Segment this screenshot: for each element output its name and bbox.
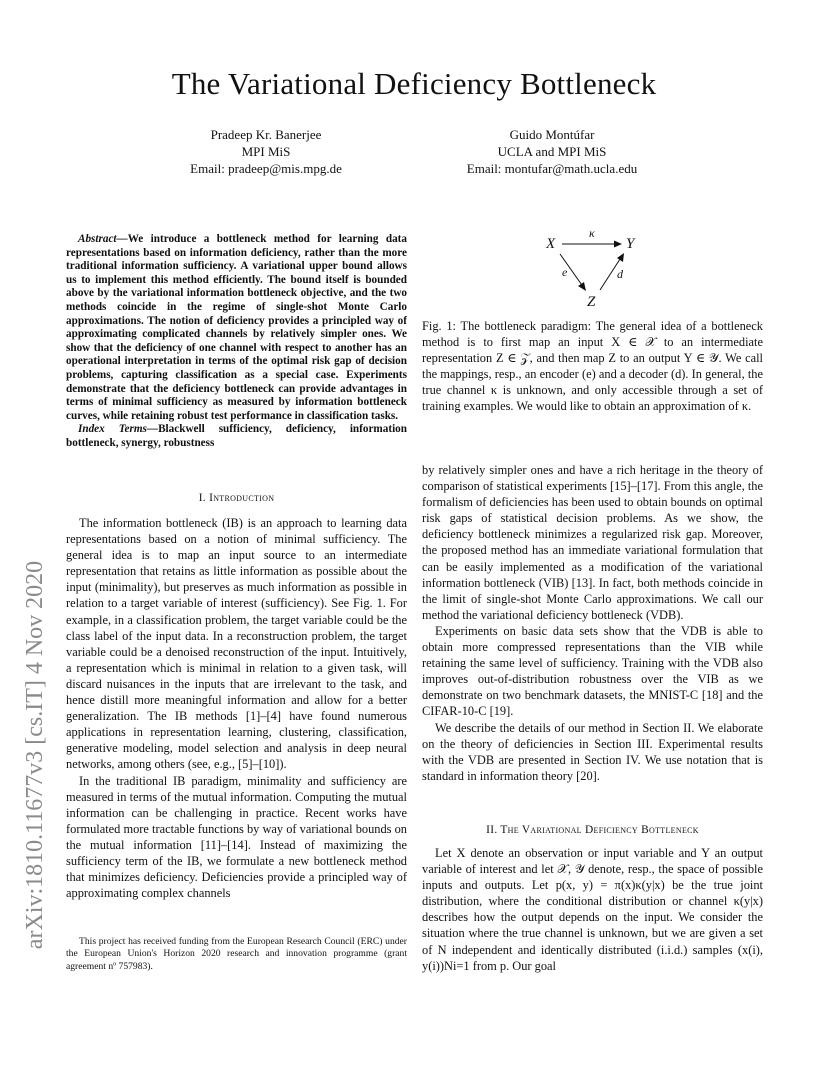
kappa-arrowhead <box>614 241 622 248</box>
intro-paragraph-1: The information bottleneck (IB) is an approach to learning data representations based on a notion of minimal sufficiency. The general idea is to map an input source to an intermediate representation that retains as little information as possible about the input (minimality), but preserves as much information as possible in relation to a target variable of interest (sufficiency). See Fig. 1. For example, in a classification problem, the target variable could be the class label of the input data. In a reconstruction problem, the target variable could be a denoised reconstruction of the input. Intuitively, a representation which is minimal in relation to a given task, will discard nuisances in the inputs that are irrelevant to the task, and hence distill more meaningful information and allow for a better generalization. The IB methods [1]–[4] have found numerous applications in representation learning, clustering, classification, generative modeling, model selection and analysis in deep neural networks, among others (see, e.g., [5]–[10]). <box>66 516 407 772</box>
intro-paragraph-3: by relatively simpler ones and have a rich heritage in the theory of comparison of statistical experiments [15]–[17]. From this angle, the formalism of deficiencies has been used to obtain bounds on optimal risk gaps of statistical decision problems. As we show, the deficiency bottleneck minimizes a regularized risk gap. Moreover, the proposed method has an immediate variational formulation that can be easily implemented as a modification of the variational information bottleneck (VIB) [13]. In fact, both methods coincide in the limit of single-shot Monte Carlo approximations. We call our method the variational deficiency bottleneck (VDB). <box>422 463 763 622</box>
author-name: Guido Montúfar <box>509 127 595 142</box>
encoder-arrowhead <box>578 282 586 291</box>
figure-1-caption: Fig. 1: The bottleneck paradigm: The general idea of a bottleneck method is to first map an input X ∈ 𝒳 to an intermediate representation Z ∈ 𝒵, and then map Z to an output Y ∈ 𝒴. We call the mappings, resp., an encoder (e) and a decoder (d). In general, the true channel κ is unknown, and only accessible through a set of training examples. We would like to obtain an approximation of κ. <box>422 319 763 414</box>
section-heading-introduction: I. Introduction <box>198 492 275 504</box>
intro-paragraph-5: We describe the details of our method in Section II. We elaborate on the theory of deficiencies in Section III. Experimental results with the VDB are presented in Section IV. We use notation that is standard in information theory [20]. <box>422 720 763 783</box>
footnote: This project has received funding from the European Research Council (ERC) under the European Union's Horizon 2020 research and innovation programme (grant agreement nº 757983). <box>66 936 407 972</box>
author-email: Email: montufar@math.ucla.edu <box>466 161 638 176</box>
index-terms-label: Index Terms— <box>78 423 159 436</box>
section2-body <box>422 845 763 974</box>
figure-1-diagram <box>540 226 650 316</box>
abstract-text: We introduce a bottleneck method for learning data representations based on information deficiency, rather than the more traditional information sufficiency. A variational upper bound allows us to implement this method efficiently. The bound itself is bounded above by the variational information bottleneck objective, and the two methods coincide in the regime of single-shot Monte Carlo approximations. The notion of deficiency provides a principled way of approximating complicated channels by relatively simpler ones. We show that the deficiency of one channel with respect to another has an operational interpretation in terms of the optimal risk gap of decision problems, capturing classification as a special case. Experiments demonstrate that the deficiency bottleneck can provide advantages in terms of minimal sufficiency as measured by information bottleneck curves, while retaining robust test performance in classification tasks. <box>66 233 407 422</box>
author-name: Pradeep Kr. Banerjee <box>210 127 322 142</box>
decoder-label: d <box>617 267 623 281</box>
abstract <box>66 233 407 451</box>
author-affiliation: MPI MiS <box>241 144 291 159</box>
index-terms-text: Blackwell sufficiency, deficiency, information bottleneck, synergy, robustness <box>66 423 407 449</box>
section-heading-vdb: II. The Variational Deficiency Bottleneck <box>486 824 699 836</box>
node-x-label: X <box>546 236 556 252</box>
arxiv-stamp-text: arXiv:1810.11677v3 [cs.IT] 4 Nov 2020 <box>22 560 48 950</box>
author-email: Email: pradeep@mis.mpg.de <box>190 161 342 176</box>
intro-paragraph-2: In the traditional IB paradigm, minimality and sufficiency are measured in terms of the mutual information. Computing the mutual information can be challenging in practice. Recent works have formulated more tractable functions by way of variational bounds on the mutual information [11]–[14]. Instead of maximizing the sufficiency term of the IB, we formulate a new bottleneck method that minimizes deficiency. Deficiencies provide a principled way of approximating complex channels <box>66 773 407 901</box>
node-z-label: Z <box>587 294 596 310</box>
encoder-label: e <box>562 265 568 279</box>
decoder-arrowhead <box>617 253 624 262</box>
abstract-label: Abstract— <box>78 233 128 245</box>
node-y-label: Y <box>626 236 635 252</box>
paper-title: The Variational Deficiency Bottleneck <box>171 66 657 101</box>
section2-paragraph-1: Let X denote an observation or input variable and Y an output variable of interest and let 𝒳, 𝒴 denote, resp., the space of possible inputs and outputs. Let p(x, y) = π(x)κ(y|x) be the true joint distribution, where the conditional distribution or channel κ(y|x) describes how the output depends on the input. We consider the situation where the true channel is unknown, but we are given a set of N independent and identically distributed (i.i.d.) samples (x(i), y(i))Ni=1 from p. Our goal <box>422 846 763 973</box>
intro-paragraph-4: Experiments on basic data sets show that the VDB is able to obtain more compressed representations than the VIB while retaining the same level of sufficiency. Training with the VDB also improves out-of-distribution robustness over the VIB as we demonstrate on two benchmark datasets, the MNIST-C [18] and the CIFAR-10-C [19]. <box>422 623 763 719</box>
right-column-body <box>422 462 763 784</box>
left-column-body <box>66 515 407 901</box>
author-block-2 <box>402 126 702 177</box>
author-block-1 <box>116 126 416 177</box>
author-affiliation: UCLA and MPI MiS <box>497 144 607 159</box>
kappa-label: κ <box>589 226 595 240</box>
